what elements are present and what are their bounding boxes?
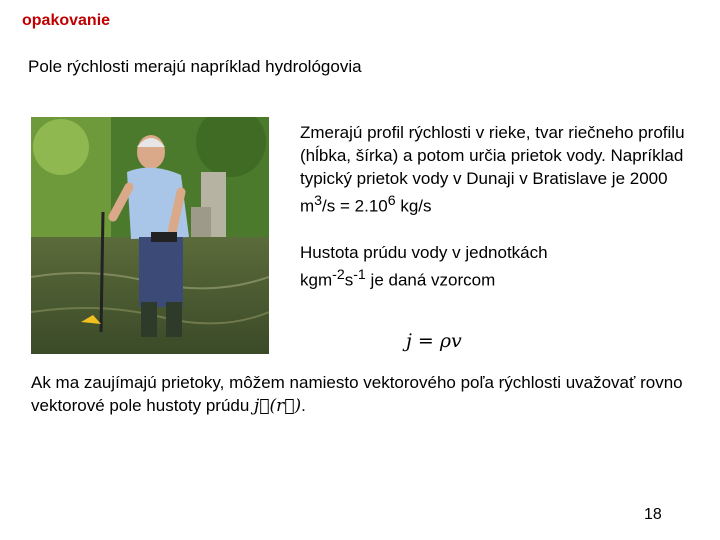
note-text: Ak ma zaujímajú prietoky, môžem namiesto vektorového poľa rýchlosti uvažovať rovno vektorové pole hustoty prúdu	[31, 373, 683, 415]
superscript-minus1: -1	[353, 267, 366, 283]
slide-subtitle: Pole rýchlosti merajú napríklad hydrológovia	[28, 57, 362, 76]
density-line2-end: je daná vzorcom	[365, 270, 496, 290]
superscript-3: 3	[314, 193, 323, 209]
section-tag: opakovanie	[22, 12, 111, 29]
formula-equals: =	[417, 330, 434, 352]
superscript-6: 6	[387, 193, 396, 209]
unit-kgm: kgm	[300, 270, 333, 290]
density-line1: Hustota prúdu vody v jednotkách	[300, 243, 548, 262]
flow-text-end: kg/s	[395, 196, 432, 216]
photo-illustration	[31, 117, 269, 354]
formula-lhs: j	[406, 330, 412, 352]
formula-rhs: ρv	[439, 330, 462, 352]
current-density-formula	[406, 330, 462, 352]
vector-field-note	[31, 371, 701, 418]
note-end: .	[301, 396, 306, 415]
page-number: 18	[644, 506, 662, 523]
hydrologist-photo	[31, 117, 269, 354]
flow-description	[300, 121, 700, 218]
flow-text-middle: /s = 2.10	[322, 196, 388, 216]
density-description	[300, 241, 700, 292]
note-vector-symbol: j⃗(r⃗)	[254, 396, 302, 416]
superscript-minus2: -2	[332, 267, 345, 283]
unit-s: s	[344, 270, 354, 290]
flow-text: Zmerajú profil rýchlosti v rieke, tvar riečneho profilu (hĺbka, šírka) a potom určia prietok vody. Napríklad typický prietok vody v Dunaji v Bratislave je 2000 m	[300, 123, 685, 216]
